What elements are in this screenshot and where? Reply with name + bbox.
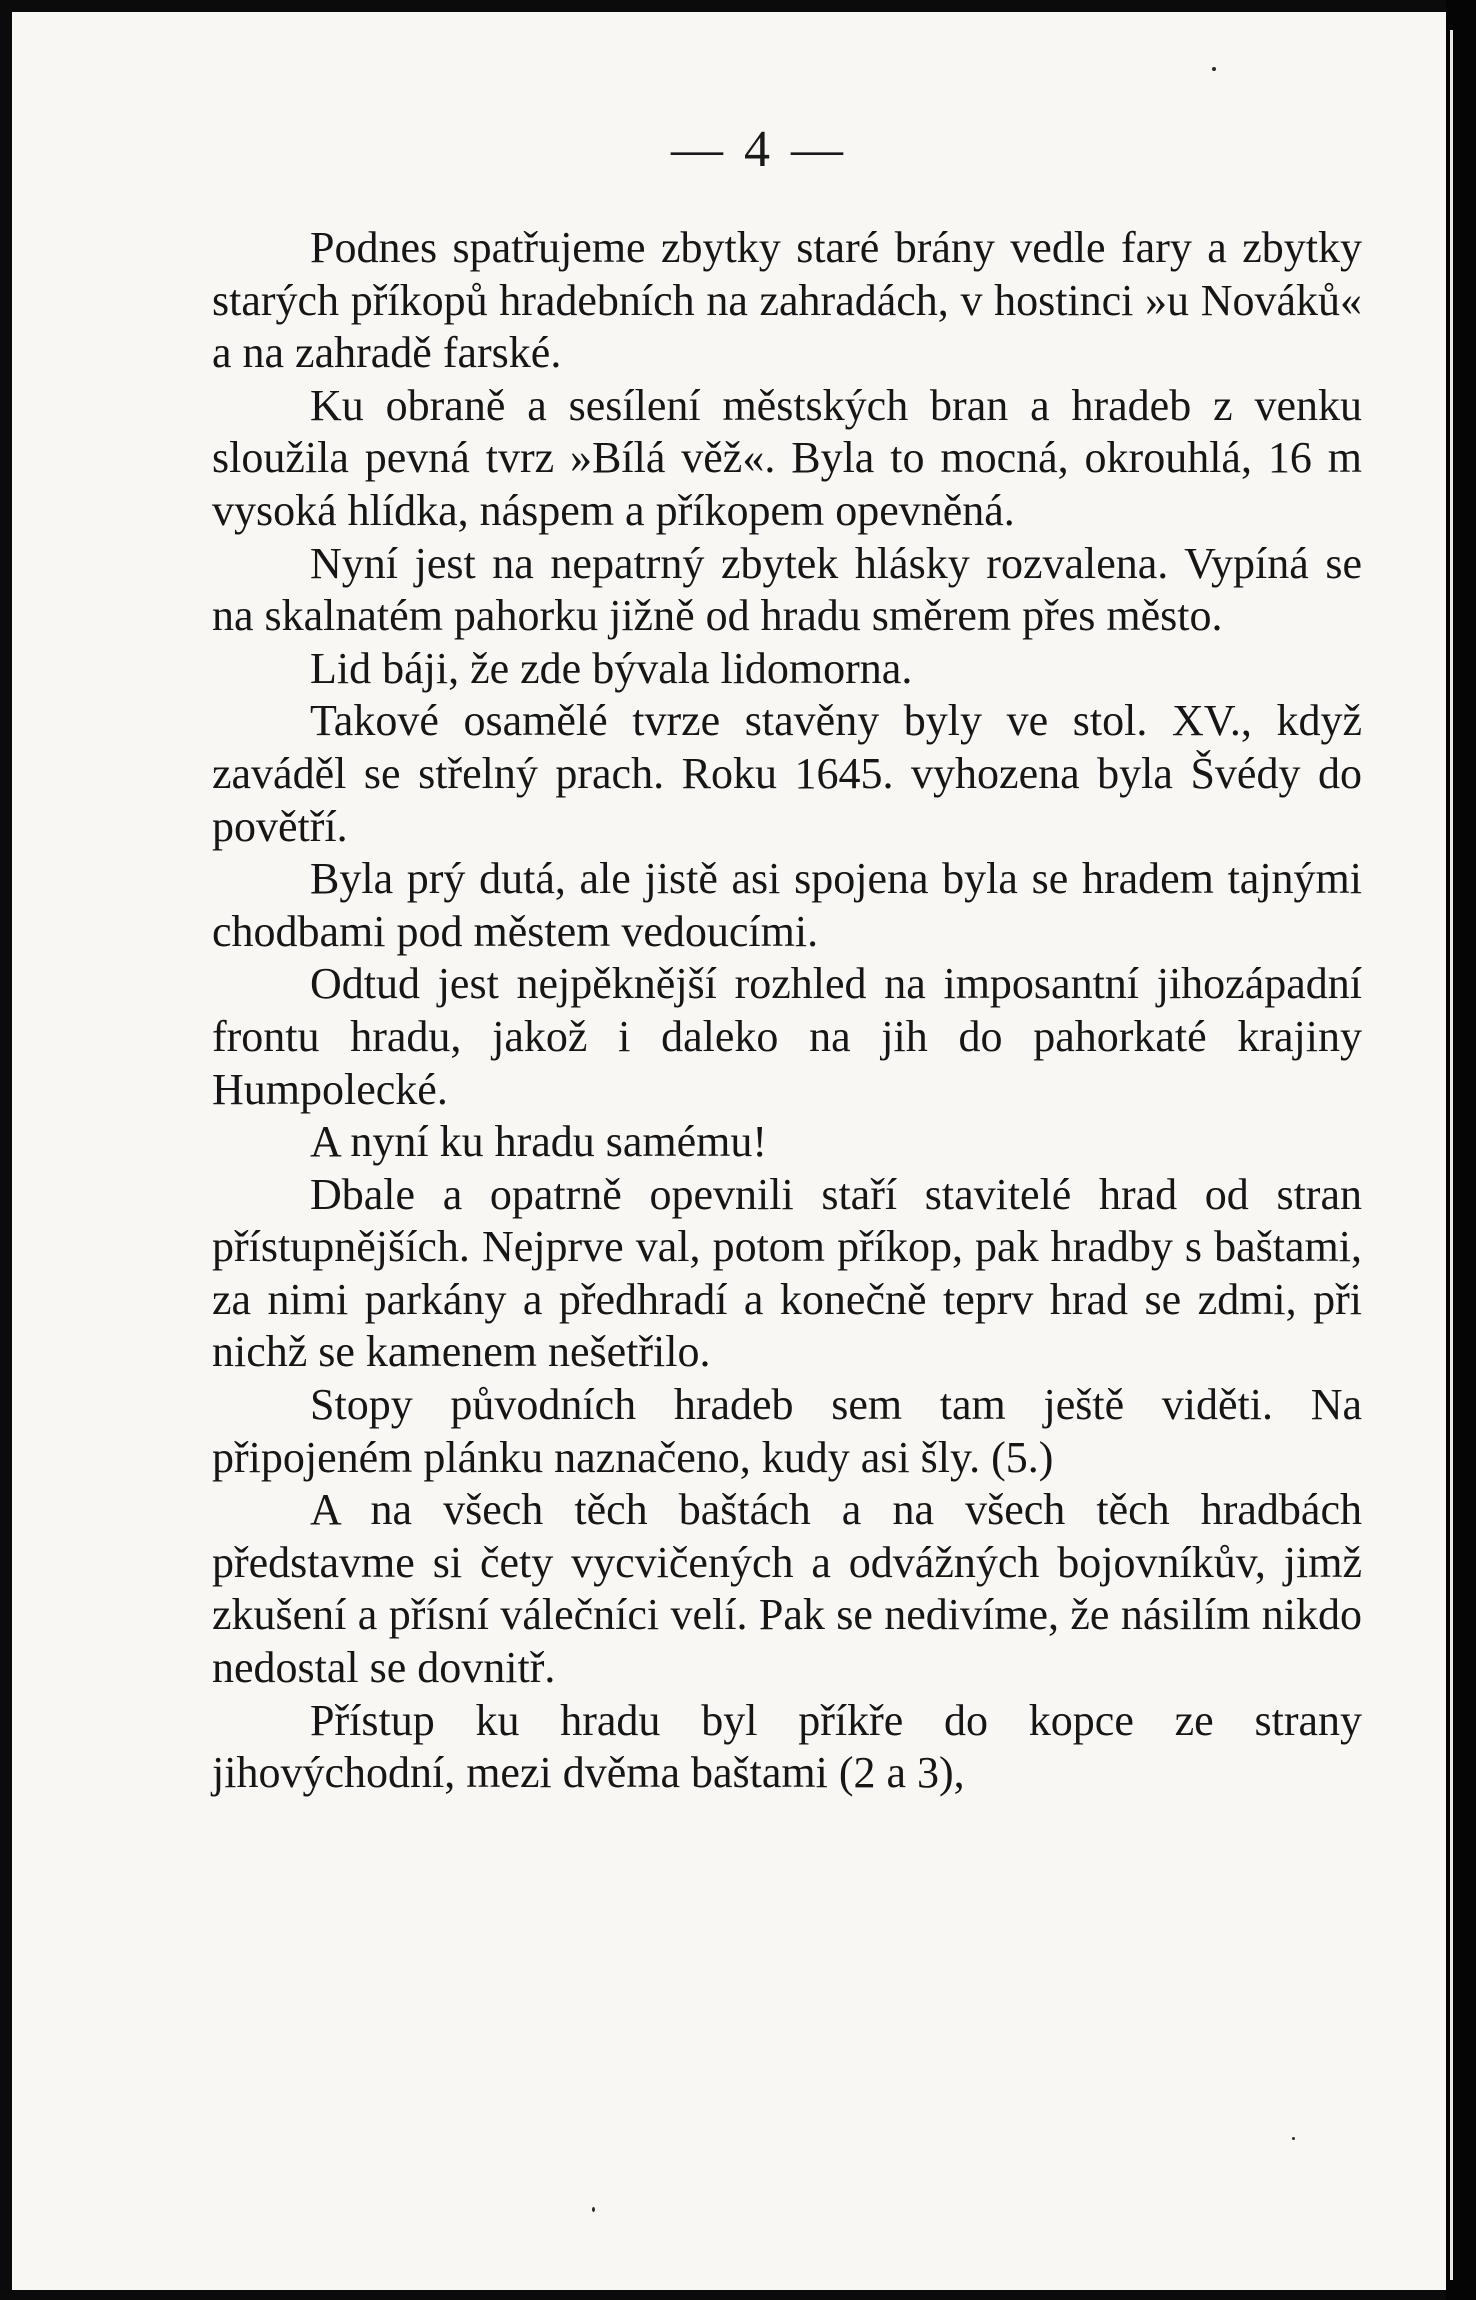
paragraph: Odtud jest nejpěknější rozhled na imposantní jihozápadní frontu hradu, jakož i daleko na jih do pahorkaté krajiny Humpolecké. [212,959,1362,1114]
paragraph: Dbale a opatrně opevnili staří stavitelé hrad od stran přístupnějších. Nejprve val, potom příkop, pak hradby s baštami, za nimi parkány a předhradí a konečně teprv hrad se zdmi, při nichž se kamenem nešetřilo. [212,1169,1362,1377]
paragraph: Lid báji, že zde bývala lidomorna. [310,643,913,693]
paragraph: A na všech těch baštách a na všech těch hradbách představme si čety vycvičených a odvážných bojovníkův, jimž zkušení a přísní válečníci velí. Pak se nedivíme, že násilím nikdo nedostal se dovnitř. [212,1485,1362,1693]
paper-speck [1292,2137,1295,2140]
paragraph: Ku obraně a sesílení městských bran a hradeb z venku sloužila pevná tvrz »Bílá věž«. Byla to mocná, okrouhlá, 16 m vysoká hlídka, náspem a příkopem opevněná. [212,380,1362,535]
body-text [212,222,1362,1800]
book-page [12,12,1446,2290]
scan-edge [1446,0,1476,2300]
paper-speck [592,2207,595,2212]
paragraph: Nyní jest na nepatrný zbytek hlásky rozvalena. Vypíná se na skalnatém pahorku jižně od hradu směrem přes město. [212,538,1362,641]
paragraph: Stopy původních hradeb sem tam ještě viděti. Na připojeném plánku naznačeno, kudy asi šly. (5.) [212,1380,1362,1482]
paragraph: Takové osamělé tvrze stavěny byly ve stol. XV., když zaváděl se střelný prach. Roku 1645. vyhozena byla Švédy do povětří. [212,696,1362,851]
paragraph: A nyní ku hradu samému! [310,1117,768,1167]
paragraph: Přístup ku hradu byl příkře do kopce ze strany jihovýchodní, mezi dvěma baštami (2 a 3), [212,1695,1362,1798]
paper-speck [1212,67,1216,71]
paragraph: Podnes spatřujeme zbytky staré brány vedle fary a zbytky starých příkopů hradebních na zahradách, v hostinci »u Nováků« a na zahradě farské. [212,223,1362,378]
page-number: — 4 — [671,121,847,178]
paragraph: Byla prý dutá, ale jistě asi spojena byla se hradem tajnými chodbami pod městem vedoucími. [212,854,1362,956]
